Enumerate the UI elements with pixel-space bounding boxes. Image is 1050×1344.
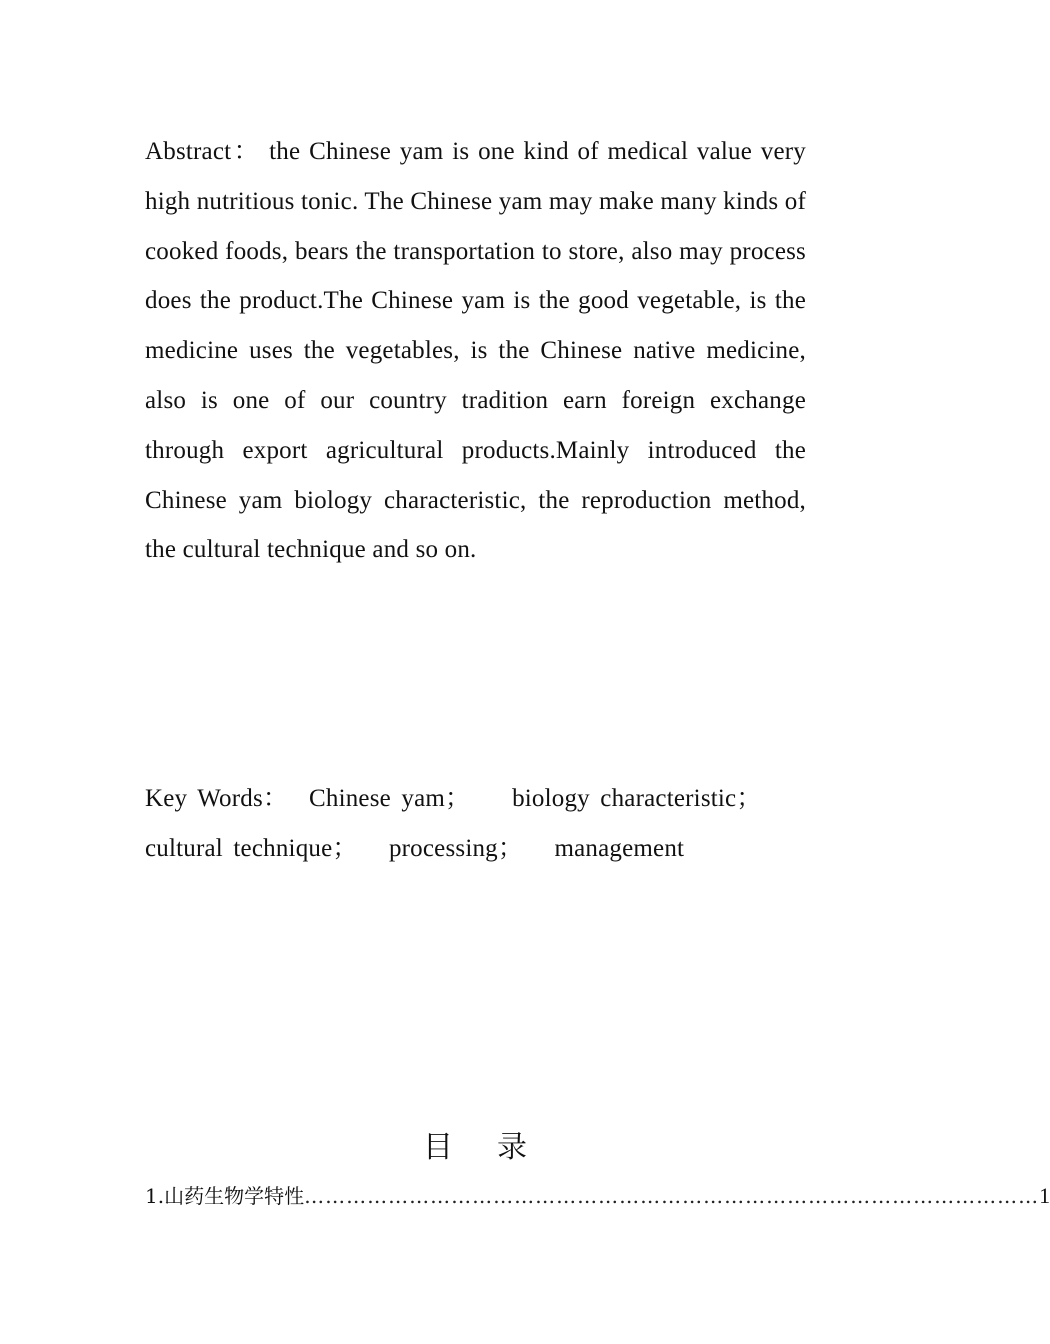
toc-entry-leader: ……………………………………………………………………………………………	[304, 1184, 1040, 1208]
toc-title-char: 目	[423, 1130, 453, 1165]
toc-entry-page: 1	[1039, 1183, 1050, 1208]
abstract-text: the Chinese yam is one kind of medical value very high nutritious tonic. The Chinese yam may make many kinds of cooked foods, bears the transportation to store, also may process does the product.The Chinese yam is the good vegetable, is the medicine uses the vegetables, is the Chinese native medicine, also is one of our country tradition earn foreign exchange through export agricultural products.Mainly introduced the Chinese yam biology characteristic, the reproduction method, the cultural technique and so on.	[145, 138, 806, 564]
abstract-paragraph	[145, 127, 806, 575]
keywords-paragraph	[145, 774, 806, 874]
keyword-item: management	[554, 835, 685, 862]
keyword-item: Chinese yam；	[309, 785, 471, 812]
keywords-label: Key Words：	[145, 785, 289, 812]
toc-entry[interactable]	[145, 1180, 1050, 1209]
keyword-item: cultural technique；	[145, 835, 358, 862]
abstract-label: Abstract：	[145, 138, 262, 165]
keyword-item: biology characteristic；	[512, 785, 762, 812]
toc-title-char: 录	[497, 1130, 527, 1165]
keyword-item: processing；	[388, 835, 524, 862]
toc-title	[0, 1122, 950, 1166]
toc-entry-title: 1.山药生物学特性	[145, 1184, 305, 1208]
